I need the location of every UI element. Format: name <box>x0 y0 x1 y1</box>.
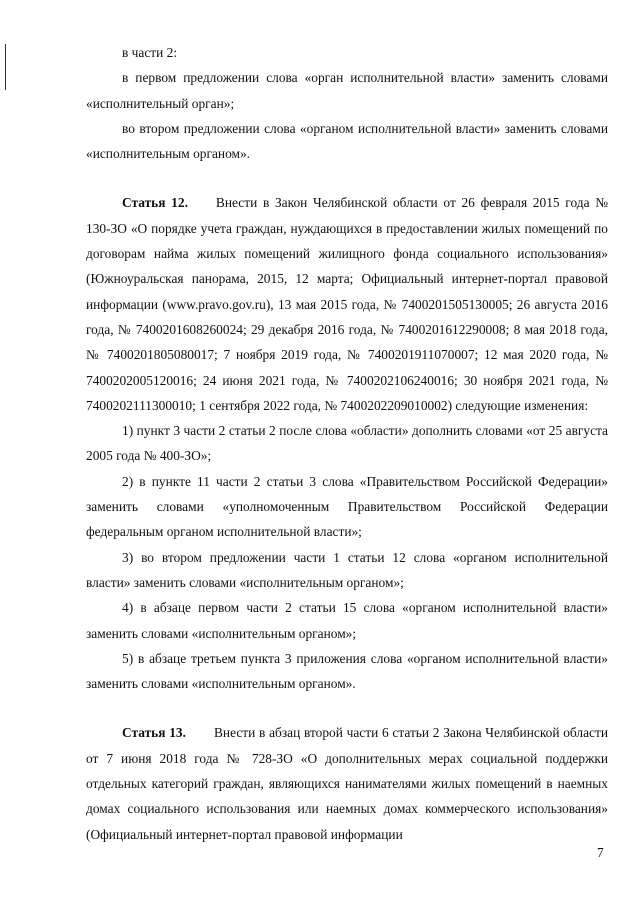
part2-heading: в части 2: <box>122 45 178 60</box>
article-12-heading: Статья 12. <box>122 195 188 211</box>
article-13-intro: Внести в абзац второй части 6 статьи 2 Закона Челябинской области от 7 июня 2018 года № 728-ЗО «О дополнительных мерах социальной поддержки отдельных категорий граждан, являющихся нанимателями жилых помещений в наемных домах социального использования или наемных домах коммерческого использования» (Официальный интернет-портал правовой информации <box>86 725 608 842</box>
page-number: 7 <box>597 845 604 860</box>
article-12-item-5: 5) в абзаце третьем пункта 3 приложения слова «органом исполнительной власти» заменить словами «исполнительным органом». <box>86 650 608 692</box>
article-12-item-4: 4) в абзаце первом части 2 статьи 15 слова «органом исполнительной власти» заменить словами «исполнительным органом»; <box>86 600 608 641</box>
article-12-intro: Внести в Закон Челябинской области от 26 февраля 2015 года № 130-ЗО «О порядке учета граждан, нуждающихся в предоставлении жилых помещений по договорам найма жилых помещений жилищного фонда социального использования» (Южноуральская панорама, 2015, 12 марта; Официальный интернет-портал правовой информации (www.pravo.gov.ru), 13 мая 2015 года, № 7400201505130005; 26 августа 2016 года, № 7400201608260024; 29 декабря 2016 года, № 7400201612290008; 8 мая 2018 года, № 7400201805080017; 7 ноября 2019 года, № 7400201911070007; 12 мая 2020 года, № 7400202005120016; 24 июня 2021 года, № 7400202106240016; 30 ноября 2021 года, № 7400202111300010; 1 сентября 2022 года, № 7400202209010002) следующие изменения: <box>86 195 608 413</box>
section-gap <box>86 166 608 190</box>
document-body <box>86 40 608 847</box>
section-gap <box>86 696 608 720</box>
amendment-line-2: во втором предложении слова «органом исполнительной власти» заменить словами «исполнительным органом». <box>86 120 608 162</box>
article-13-intro-paragraph <box>86 720 608 846</box>
article-12-item-2: 2) в пункте 11 части 2 статьи 3 слова «Правительством Российской Федерации» заменить словами «уполномоченным Правительством Российской Федерации федеральным органом исполнительной власти»; <box>86 473 608 540</box>
amendment-line-1: в первом предложении слова «орган исполнительной власти» заменить словами «исполнительный орган»; <box>86 70 608 111</box>
article-12-intro-paragraph <box>86 190 608 418</box>
article-12-item-3: 3) во втором предложении части 1 статьи 12 слова «органом исполнительной власти» заменить словами «исполнительным органом»; <box>86 549 608 590</box>
article-12-item-1: 1) пункт 3 части 2 статьи 2 после слова «области» дополнить словами «от 25 августа 2005 года № 400-ЗО»; <box>86 423 608 464</box>
margin-mark <box>5 44 6 90</box>
article-13-heading: Статья 13. <box>122 725 186 741</box>
